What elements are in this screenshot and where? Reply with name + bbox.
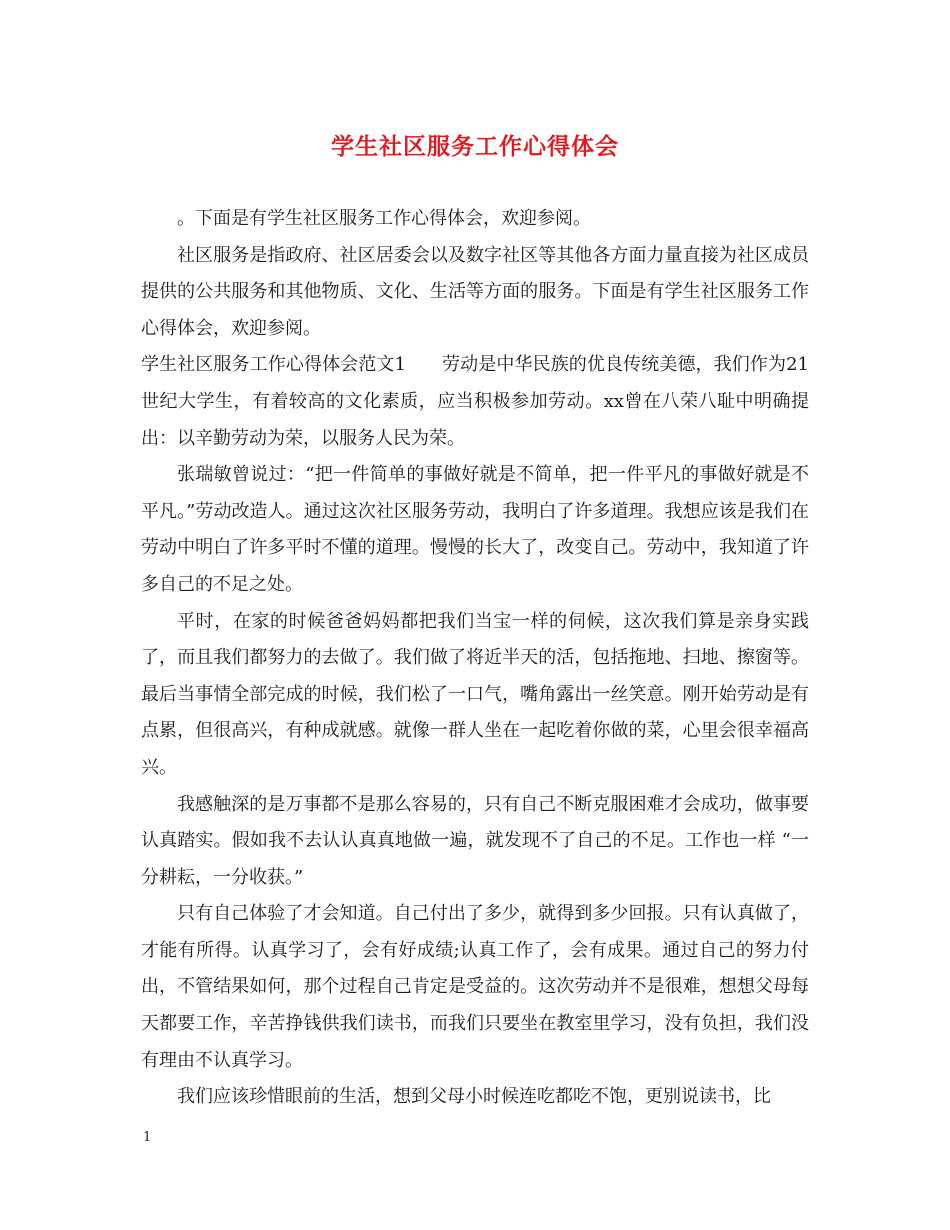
page-number: 1 xyxy=(143,1130,152,1145)
sample-paragraph xyxy=(141,347,809,457)
document-body xyxy=(141,201,809,1116)
paragraph-intro: 。下面是有学生社区服务工作心得体会，欢迎参阅。 xyxy=(177,208,591,229)
paragraph-definition: 社区服务是指政府、社区居委会以及数字社区等其他各方面力量直接为社区成员提供的公共服务和其他物质、文化、生活等方面的服务。下面是有学生社区服务工作心得体会，欢迎参阅。 xyxy=(141,244,809,339)
sample-heading: 学生社区服务工作心得体会范文1 xyxy=(141,354,406,376)
paragraph-feeling: 我感触深的是万事都不是那么容易的，只有自己不断克服困难才会成功，做事要认真踏实。假如我不去认认真真地做一遍，就发现不了自己的不足。工作也一样 “一分耕耘，一分收获。” xyxy=(141,793,809,888)
sample-first-paragraph: 劳动是中华民族的优良传统美德，我们作为21世纪大学生，有着较高的文化素质，应当积极参加劳动。xx曾在八荣八耻中明确提出：以辛勤劳动为荣，以服务人民为荣。 xyxy=(141,354,809,449)
paragraph-cherish: 我们应该珍惜眼前的生活，想到父母小时候连吃都吃不饱，更别说读书，比 xyxy=(177,1086,771,1108)
document-title: 学生社区服务工作心得体会 xyxy=(331,133,619,160)
paragraph-experience: 只有自己体验了才会知道。自己付出了多少，就得到多少回报。只有认真做了，才能有所得。认真学习了，会有好成绩;认真工作了，会有成果。通过自己的努力付出，不管结果如何，那个过程自己肯定是受益的。这次劳动并不是很难，想想父母每天都要工作，辛苦挣钱供我们读书，而我们只要坐在教室里学习，没有负担，我们没有理由不认真学习。 xyxy=(141,903,809,1071)
paragraph-quote: 张瑞敏曾说过：“把一件简单的事做好就是不简单，把一件平凡的事做好就是不平凡。”劳动改造人。通过这次社区服务劳动，我明白了许多道理。我想应该是我们在劳动中明白了许多平时不懂的道理。慢慢的长大了，改变自己。劳动中，我知道了许多自己的不足之处。 xyxy=(141,464,809,595)
paragraph-home: 平时，在家的时候爸爸妈妈都把我们当宝一样的伺候，这次我们算是亲身实践了，而且我们都努力的去做了。我们做了将近半天的活，包括拖地、扫地、擦窗等。最后当事情全部完成的时候，我们松了一口气，嘴角露出一丝笑意。刚开始劳动是有点累，但很高兴，有种成就感。就像一群人坐在一起吃着你做的菜，心里会很幸福高兴。 xyxy=(141,610,809,778)
